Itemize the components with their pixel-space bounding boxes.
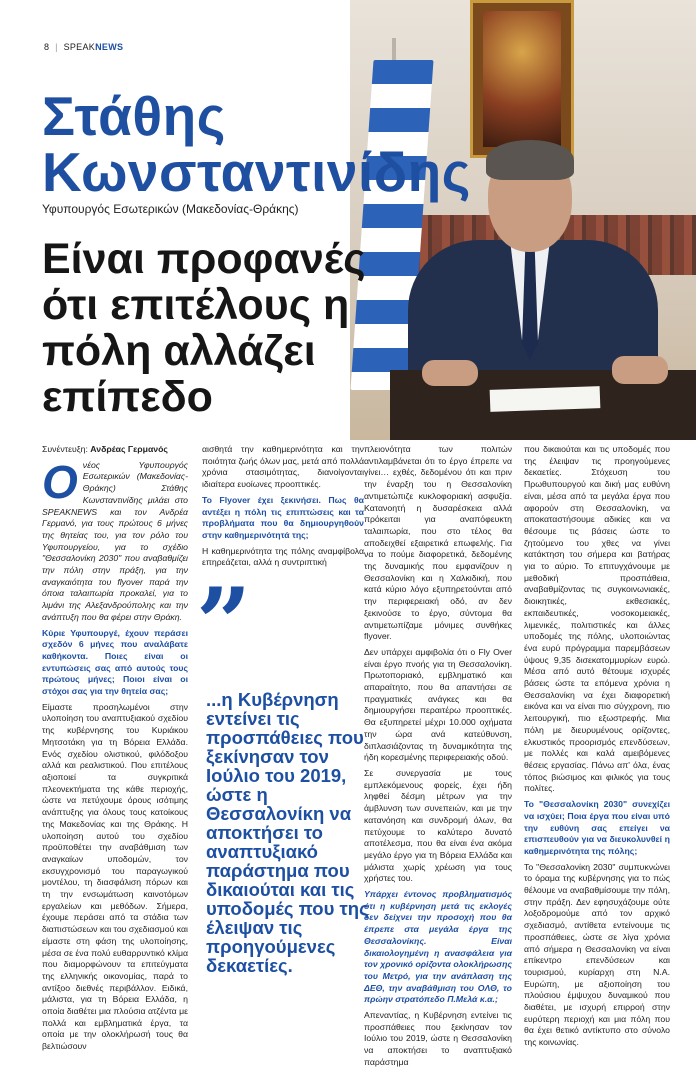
article-headline: Είναι προφανές ότι επιτέλους η πόλη αλλάζει επίπεδο [42, 235, 366, 421]
answer-3: Απεναντίας, η Κυβέρνηση εντείνει τις προσπάθειες που ξεκίνησαν τον Ιούλιο του 2019, ώστε η Θεσσαλονίκη να αποκτήσει το αναπτυξιακό παράστημα [364, 1010, 512, 1067]
article-column-2 [202, 444, 364, 573]
quote-mark-icon: ” [196, 567, 252, 680]
answer-2: Η καθημερινότητα της πόλης αναμφίβολα επηρεάζεται, αλλά η συντριπτική [202, 545, 364, 568]
answer-1: Είμαστε προσηλωμένοι στην υλοποίηση του αναπτυξιακού σχεδίου της κυβέρνησης του Κυριάκου Μητσοτάκη για τη Βόρεια Ελλάδα. Ενός σχεδίου ολιστικού, φιλόδοξου αλλά και ρεαλιστικού. Που επιτέλους αξιοποιεί τα συγκριτικά πλεονεκτήματα της κάθε περιοχής, ώστε να πετύχουμε όρους ισότιμης ανάπτυξης για όλους τους κατοίκους της Μακεδονίας και της Θράκης. Η υλοποίηση αυτού του σχεδίου προϋποθέτει την αναβάθμιση των αναγκαίων υποδομών, τον εκσυγχρονισμό του παραγωγικού μοντέλου, τη διασφάλιση πόρων και τη την ενσωμάτωση καινοτόμων εργαλείων και μεθόδων. Σήμερα, έχουμε περάσει από τα στάδια των διαπιστώσεων και του σχεδιασμού και είμαστε στη φάση της υλοποίησης, μέσα σε ένα πολύ ευθαρρυντικό κλίμα που διαμορφώνουν τα επιτεύγματα της ελληνικής οικονομίας, παρά το αντίξοο διεθνές περιβάλλον. Ειδικά, μάλιστα, για τη Βόρεια Ελλάδα, η οποία διαθέτει μια πλούσια ατζέντα με πολλά και εμβληματικά έργα, τα οποία με την ολοκλήρωσή τους θα βελτιώσουν [42, 701, 188, 1052]
question-1: Κύριε Υφυπουργέ, έχουν περάσει σχεδόν 6 μήνες που αναλάβατε καθήκοντα. Ποιες είναι οι εντυπώσεις σας από αυτούς τους πρώτους μήνες; Ποιοι είναι οι στόχοι σας για την θητεία σας; [42, 627, 188, 697]
interviewee-role: Υφυπουργός Εσωτερικών (Μακεδονίας-Θράκης) [42, 202, 299, 216]
header-divider: | [55, 42, 58, 52]
lead-paragraph [42, 455, 188, 624]
brand-suffix: NEWS [95, 42, 124, 52]
question-3: Υπάρχει έντονος προβληματισμός ότι η κυβέρνηση μετά τις εκλογές δεν δείχνει την προσοχή που θα έπρεπε στα μεγάλα έργα της Θεσσαλονίκης. Είναι δικαιολογημένη η ανασφάλεια για τον χρονικό ορίζοντα ολοκλήρωσης του Μετρό, για την ανάπλαση της ΔΕΘ, την αναβάθμιση του ΟΛΘ, το πρώην στρατόπεδο Π.Μελά κ.α.; [364, 889, 512, 1005]
lead-text: νέος Υφυπουργός Εσωτερικών (Μακεδονίας-Θράκης) Στάθης Κωνσταντινίδης μιλάει στο SPEAKNEWS και τον Ανδρέα Γερμανό, για τους πρώτους 6 μήνες της θητείας του, για τον ρόλο του Υφυπουργείου, για το σχέδιο "Θεσσαλονίκη 2030" που αναβαθμίζει την πόλη στην πράξη, για την αναγκαιότητα του flyover παρά την όποια ταλαιπωρία προκαλεί, για το λιμάνι της Αλεξανδρούπολης και την ανάπτυξη που θα φέρει στην Θράκη. [42, 459, 188, 622]
name-line-first: Στάθης [42, 85, 226, 147]
answer-2-paragraph-2: Δεν υπάρχει αμφιβολία ότι ο Fly Over είναι έργο πνοής για τη Θεσσαλονίκη. Πρωτοποριακό, εμβληματικό και απαραίτητο, που θα απαντήσει σε πραγματικές ανάγκες και θα δημιουργήσει περαιτέρω προοπτικές. Θα εξυπηρετεί μέχρι 10.000 οχήματα την ώρα ανά κατεύθυνση, διπλασιάζοντας τη δυναμικότητα της ήδη κορεσμένης περιφερειακής οδού. [364, 646, 512, 763]
page-number: 8 [44, 42, 50, 52]
answer-4: Το "Θεσσαλονίκη 2030" συμπυκνώνει το όραμα της κυβέρνησης για το πώς θέλουμε να αναβαθμίσουμε την πόλη, στην πράξη. Δεν εφησυχάζουμε ούτε λοξοδρομούμε από τον αρχικό σχεδιασμό, αντίθετα εντείνουμε τις προσπάθειες, ώστε σε λίγα χρόνια από σήμερα η Θεσσαλονίκη να είναι επίκεντρο επενδύσεων και τουρισμού, κυρίαρχη στη Ν.Α. Ευρώπη, με αξιοποίηση του πλούσιου έμψυχου δυναμικού που διαθέτει, με ισχυρή επιρροή στην ευρύτερη περιοχή και μια πόλη που θα έχει θετικό αντίκτυπο στο σύνολο της κοινωνίας. [524, 861, 670, 1048]
answer-2-paragraph-3: Σε συνεργασία με τους εμπλεκόμενους φορείς, έχει ήδη ληφθεί δέσμη μέτρων για την άμβλυνση των συνεπειών, και με την κατανόηση και συνδρομή όλων, θα πετύχουμε το καλύτερο δυνατό αποτέλεσμα, που θα είναι ένα ακόμα μεγάλο έργο για τη Βόρεια Ελλάδα και μάλιστα χωρίς χρέωση για τους χρήστες του. [364, 767, 512, 884]
person-hand-right [612, 356, 668, 384]
portrait-photo [350, 0, 696, 440]
person-hair [486, 140, 574, 180]
question-4: Το "Θεσσαλονίκη 2030" συνεχίζει να ισχύει; Ποια έργα που είναι υπό την ευθύνη σας επείγει να επισπευθούν για να διευκολυνθεί η καθημερινότητα της πόλης; [524, 799, 670, 856]
byline-author: Ανδρέας Γερμανός [90, 444, 168, 454]
interviewee-name [42, 85, 471, 203]
answer-1-continued: αισθητά την καθημερινότητα και την ποιότητα ζωής όλων μας, μετά από πολλά χρόνια στασιμότητας, διανοίγονται ιδιαίτερα ευοίωνες προοπτικές. [202, 444, 364, 490]
name-line-last: Κωνσταντινίδης [42, 141, 471, 203]
religious-icon-painting [470, 0, 574, 158]
person-hand-left [422, 360, 478, 386]
article-column-1 [42, 444, 188, 1057]
answer-3-continued: που δικαιούται και τις υποδομές που της έλειψαν τις προηγούμενες δεκαετίες. Στόχευση του Πρωθυπουργού και δική μας ευθύνη είναι, μέσα από τα μεγάλα έργα που αφορούν στη Θεσσαλονίκη, να αποκαταστήσουμε αδικίες και να θέσουμε τις βάσεις ώστε το ζητούμενο του χθες να γίνει κατάκτηση του σήμερα και βατήρας για το αύριο. Το επιτυγχάνουμε με μεθοδική προσπάθεια, αναβαθμίζοντας τις συγκοινωνιακές, διοικητικές, εκθεσιακές, εκπαιδευτικές, νοσοκομειακές, λιμενικές, πολιτιστικές και άλλες υποδομές της πόλης, υλοποιώντας ένα ευρύ πρόγραμμα παρεμβάσεων ύψους 9,35 δισεκατομμυρίων ευρώ. Μέσα από αυτό θέτουμε ισχυρές βάσεις ώστε τα επόμενα χρόνια η Θεσσαλονίκη να έχει διαφορετική εικόνα και να είναι πιο σύγχρονη, πιο λειτουργική, πιο εξωστρεφής. Μια πόλη με διευρυμένους ορίζοντες, ελκυστικός προορισμός επενδύσεων, με πολλές και καλά αμειβόμενες θέσεις εργασίας. Πάνω απ' όλα, ένας τόπος βιώσιμος και φιλικός για τους πολίτες. [524, 444, 670, 794]
desk-paper [490, 386, 601, 412]
byline-label: Συνέντευξη: [42, 444, 91, 454]
article-column-4 [524, 444, 670, 1053]
drop-cap: Ο [42, 455, 78, 508]
pull-quote: ...η Κυβέρνηση εντείνει τις προσπάθειες που ξεκίνησαν τον Ιούλιο του 2019, ώστε η Θεσσαλονίκη να αποκτήσει το αναπτυξιακό παράστημα που δικαιούται και τις υποδομές που της έλειψαν τις προηγούμενες δεκαετίες. [206, 689, 369, 976]
article-column-3 [364, 444, 512, 1073]
question-2: Το Flyover έχει ξεκινήσει. Πως θα αντέξει η πόλη τις επιπτώσεις και τα προβλήματα που θα δημιουργηθούν στην καθημερινότητά της; [202, 494, 364, 540]
page-header [44, 42, 123, 52]
byline [42, 444, 188, 456]
answer-2-continued: πλειονότητα των πολιτών αντιλαμβάνεται ότι το έργο έπρεπε να γίνει… εχθές, δεδομένου ότι και πριν την έναρξη του η Θεσσαλονίκη αντιμετώπιζε κυκλοφοριακή ασφυξία. Κατανοητή η δυσαρέσκεια αλλά πρόκειται για αναπόφευκτη ταλαιπωρία, που στο τέλος θα αποδειχθεί εξαιρετικά επωφελής. Για να το πούμε διαφορετικά, δεδομένης της δυναμικής που εμφανίζουν η Θεσσαλονίκη και η Χαλκιδική, που κατά κύριο λόγο εξυπηρετούνται από την περιφερειακή οδό, αν δεν ξεκινούσε το έργο, σύντομα θα αντιμετωπίζαμε μόνιμες συνθήκες flyover. [364, 444, 512, 642]
brand-prefix: SPEAK [63, 42, 96, 52]
